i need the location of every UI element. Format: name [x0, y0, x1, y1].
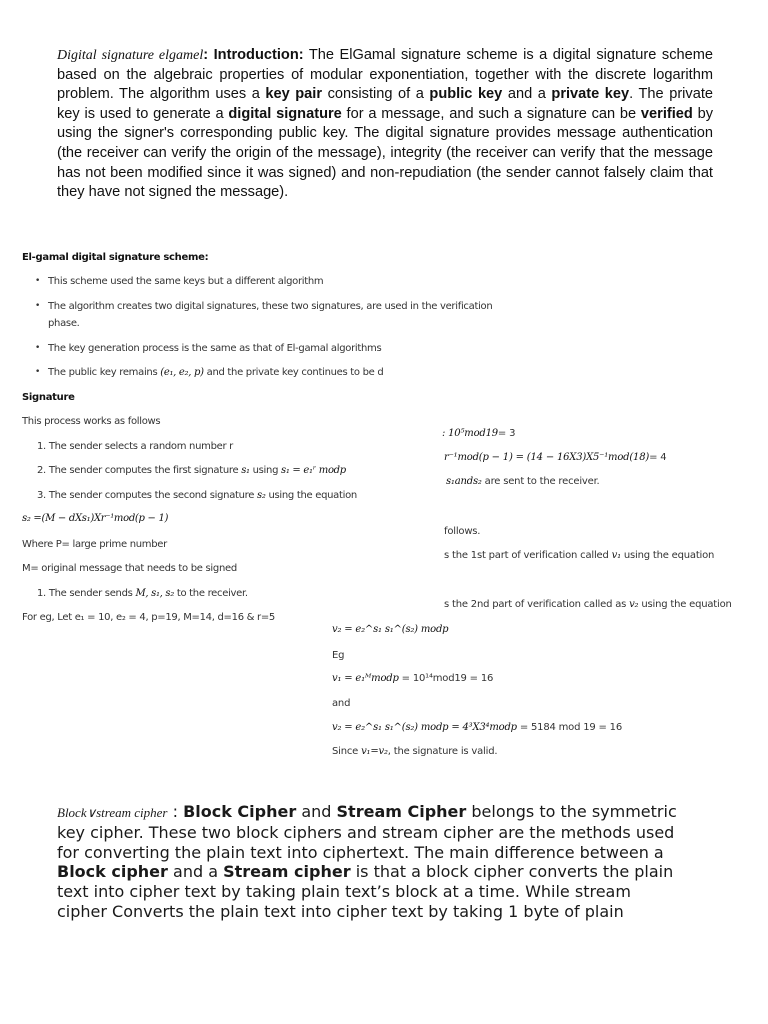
send-step: to the receiver. — [173, 588, 248, 599]
cipher-text: is that a block cipher converts the plain text into cipher text by taking plain text’s block at a time. While stream cipher Converts the plain text into cipher text by taking 1 byte of plain — [57, 862, 674, 921]
bullet-item — [48, 367, 383, 378]
intro-paragraph — [57, 46, 713, 203]
v1-result: = 10¹⁴mod19 = 16 — [398, 673, 494, 684]
s-values: s₁ands₂ — [446, 476, 482, 487]
intro-text: for a message, and such a signature can be — [341, 105, 641, 122]
term-block-cipher: Block Cipher — [183, 802, 297, 821]
title-colon: : — [203, 47, 209, 63]
conclusion: Since — [332, 746, 362, 757]
step-2: using — [249, 465, 282, 476]
verify-step-2: s the 2nd part of verification called as — [444, 599, 630, 610]
signature-heading: Signature — [22, 392, 75, 403]
intro-text: by using the signer's corresponding public key. The digital signature provides message authentication (the receiver can verify the origin of the message), integrity (the receiver can verify that the message has not been modified since it was signed) and non-repudiation (the sender cannot falsely claim that they have not signed the message). — [57, 105, 714, 201]
term-private-key: private key — [551, 86, 630, 103]
v2-calc: v₂ = e₂^s₁ s₁^(s₂) modp = 4³X3⁴modp — [332, 722, 517, 733]
verify-step-1: using the equation — [620, 550, 715, 561]
s2-equation: s₂ =(M − dXs₁)Xr⁻¹mod(p − 1) — [22, 513, 169, 524]
v2-math: v₂ — [629, 599, 639, 610]
step-3: using the equation — [265, 490, 357, 501]
intro-text: The ElGamal signature scheme is a digital signature scheme based on the algebraic properties of modular exponentiation, together with the discrete logarithm problem. The algorithm uses a — [57, 47, 713, 103]
step-3: 3. The sender computes the second signature — [37, 490, 258, 501]
follows-text: follows. — [444, 526, 481, 537]
cipher-text: belongs to the symmetric key cipher. These two block ciphers and stream cipher are the methods used for converting the plain text into ciphertext. The main difference between a — [57, 802, 677, 862]
send-math: M, s₁, s₂ — [135, 588, 174, 599]
cipher-text: and a — [167, 862, 224, 882]
bullet-text: and the private key continues to be d — [203, 367, 384, 378]
sent-text: are sent to the receiver. — [481, 476, 600, 487]
example-text: For eg, Let e₁ = 10, e₂ = 4, p=19, M=14, d=16 & r=5 — [22, 612, 275, 623]
v2-equation: v₂ = e₂^s₁ s₁^(s₂) modp — [332, 624, 449, 635]
s2-result: = 4 — [649, 452, 667, 463]
cipher-text: and — [296, 802, 337, 821]
scheme-heading: El-gamal digital signature scheme: — [22, 252, 209, 263]
intro-text: . The private key is used to generate a — [57, 86, 714, 122]
conclusion: , the signature is valid. — [387, 746, 498, 757]
cipher-paragraph — [57, 802, 677, 922]
bullet-text: The algorithm creates two digital signatures, these two signatures, are used in the verification — [48, 301, 493, 312]
term-key-pair: key pair — [265, 86, 323, 103]
v1-math: v₁ — [611, 550, 621, 561]
intro-heading: Introduction: — [213, 47, 304, 63]
where-text: Where P= large prime number — [22, 539, 167, 550]
bullet-text: The public key remains — [48, 367, 161, 378]
v-equal-math: v₁=v₂ — [361, 746, 388, 757]
v2-result: = 5184 mod 19 = 16 — [516, 722, 623, 733]
term-digital-signature: digital signature — [228, 105, 342, 122]
section-title: Block∨stream cipher — [57, 805, 168, 820]
bullet-text: The key generation process is the same as that of El-gamal algorithms — [48, 343, 382, 354]
process-text: This process works as follows — [22, 416, 161, 427]
send-step: 1. The sender sends — [37, 588, 136, 599]
bullet-text: phase. — [48, 318, 80, 329]
intro-text: and a — [502, 86, 552, 103]
step-2: 2. The sender computes the first signature — [37, 465, 242, 476]
s1-math: s₁ — [241, 465, 250, 476]
term-stream-cipher: Stream Cipher — [336, 802, 467, 821]
s1-equation: s₁ = e₁ʳ modp — [281, 465, 346, 476]
verify-step-2: using the equation — [638, 599, 732, 610]
v1-calc: v₁ = e₁ᴹmodp — [332, 673, 399, 684]
verification-image — [330, 424, 750, 764]
verify-step-1: s the 1st part of verification called — [444, 550, 612, 561]
public-key-math: (e₁, e₂, p) — [160, 367, 204, 378]
r-result: = 3 — [497, 428, 516, 439]
section-title: Digital signature elgamel — [57, 48, 204, 63]
bullet-item — [48, 301, 492, 312]
intro-text: consisting of a — [322, 86, 430, 103]
and-label: and — [332, 698, 351, 709]
bullet-item — [48, 276, 323, 287]
s2-calc: r⁻¹mod(p − 1) = (14 − 16X3)X5⁻¹mod(18) — [444, 452, 650, 463]
term-verified: verified — [640, 105, 693, 122]
term-block-cipher: Block cipher — [57, 862, 168, 882]
term-stream-cipher: Stream cipher — [223, 862, 351, 882]
m-definition: M= original message that needs to be signed — [22, 563, 237, 574]
eg-label: Eg — [332, 650, 345, 661]
bullet-text: This scheme used the same keys but a different algorithm — [48, 276, 324, 287]
bullet-item — [48, 343, 381, 354]
r-calc: : 10⁵mod19 — [442, 428, 498, 439]
s2-math: s₂ — [257, 490, 266, 501]
title-colon: : — [172, 802, 178, 821]
term-public-key: public key — [429, 86, 503, 103]
step-1: 1. The sender selects a random number r — [37, 441, 233, 452]
